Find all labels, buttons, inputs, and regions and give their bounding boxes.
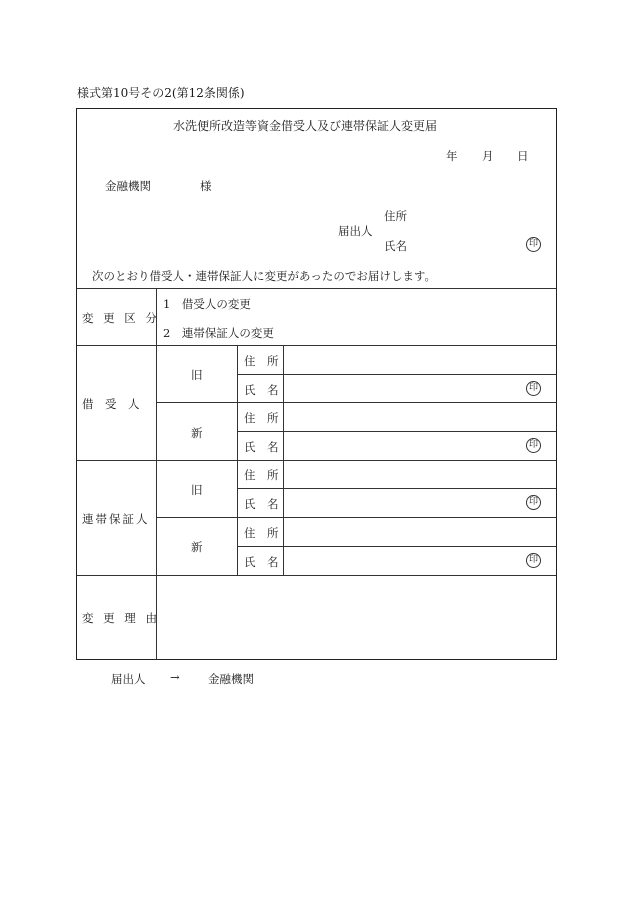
- addressee-institution: 金融機関: [105, 179, 151, 193]
- guarantor-new-address-label: 住 所: [244, 526, 279, 540]
- row-divider: [77, 345, 556, 346]
- borrower-old-name-label: 氏 名: [244, 383, 279, 397]
- guarantor-new-name-label: 氏 名: [244, 555, 279, 569]
- addressee-honorific: 様: [200, 179, 212, 193]
- routing-from: 届出人: [111, 672, 146, 686]
- routing-to: 金融機関: [208, 672, 254, 686]
- row-divider: [237, 374, 556, 375]
- row-divider: [156, 517, 556, 518]
- row-divider: [77, 460, 556, 461]
- guarantor-old-name-label: 氏 名: [244, 497, 279, 511]
- row-divider: [77, 288, 556, 289]
- row-divider: [237, 431, 556, 432]
- guarantor-new-seal-icon: 印: [526, 553, 541, 568]
- borrower-new-name-label: 氏 名: [244, 440, 279, 454]
- borrower-old-label: 旧: [191, 368, 203, 382]
- borrower-header: 借 受 人: [82, 397, 140, 411]
- applicant-label: 届出人: [338, 224, 373, 238]
- borrower-new-address-label: 住 所: [244, 411, 279, 425]
- guarantor-old-address-label: 住 所: [244, 468, 279, 482]
- row-divider: [237, 546, 556, 547]
- applicant-seal-icon: 印: [526, 237, 541, 252]
- notice-text: 次のとおり借受人・連帯保証人に変更があったのでお届けします。: [92, 269, 436, 283]
- date-month-label: 月: [482, 149, 494, 163]
- row-divider: [237, 488, 556, 489]
- borrower-old-address-label: 住 所: [244, 354, 279, 368]
- row-divider: [77, 575, 556, 576]
- guarantor-new-label: 新: [191, 540, 203, 554]
- column-divider: [283, 345, 284, 575]
- routing-arrow-icon: →: [170, 670, 180, 684]
- guarantor-old-label: 旧: [191, 483, 203, 497]
- date-year-label: 年: [446, 149, 458, 163]
- change-reason-header: 変 更 理 由: [82, 611, 160, 625]
- guarantor-old-seal-icon: 印: [526, 495, 541, 510]
- change-type-header: 変 更 区 分: [82, 311, 160, 325]
- form-number-label: 様式第10号その2(第12条関係): [77, 86, 245, 100]
- row-divider: [156, 402, 556, 403]
- guarantor-header: 連帯保証人: [82, 512, 150, 526]
- applicant-address-label: 住所: [384, 209, 407, 223]
- applicant-name-label: 氏名: [384, 239, 407, 253]
- change-type-option-guarantor: 2 連帯保証人の変更: [163, 326, 274, 340]
- date-day-label: 日: [517, 149, 529, 163]
- column-divider: [237, 345, 238, 575]
- borrower-new-seal-icon: 印: [526, 438, 541, 453]
- column-divider: [156, 288, 157, 659]
- borrower-new-label: 新: [191, 426, 203, 440]
- form-title: 水洗便所改造等資金借受人及び連帯保証人変更届: [173, 119, 438, 133]
- change-type-option-borrower: 1 借受人の変更: [163, 297, 251, 311]
- borrower-old-seal-icon: 印: [526, 381, 541, 396]
